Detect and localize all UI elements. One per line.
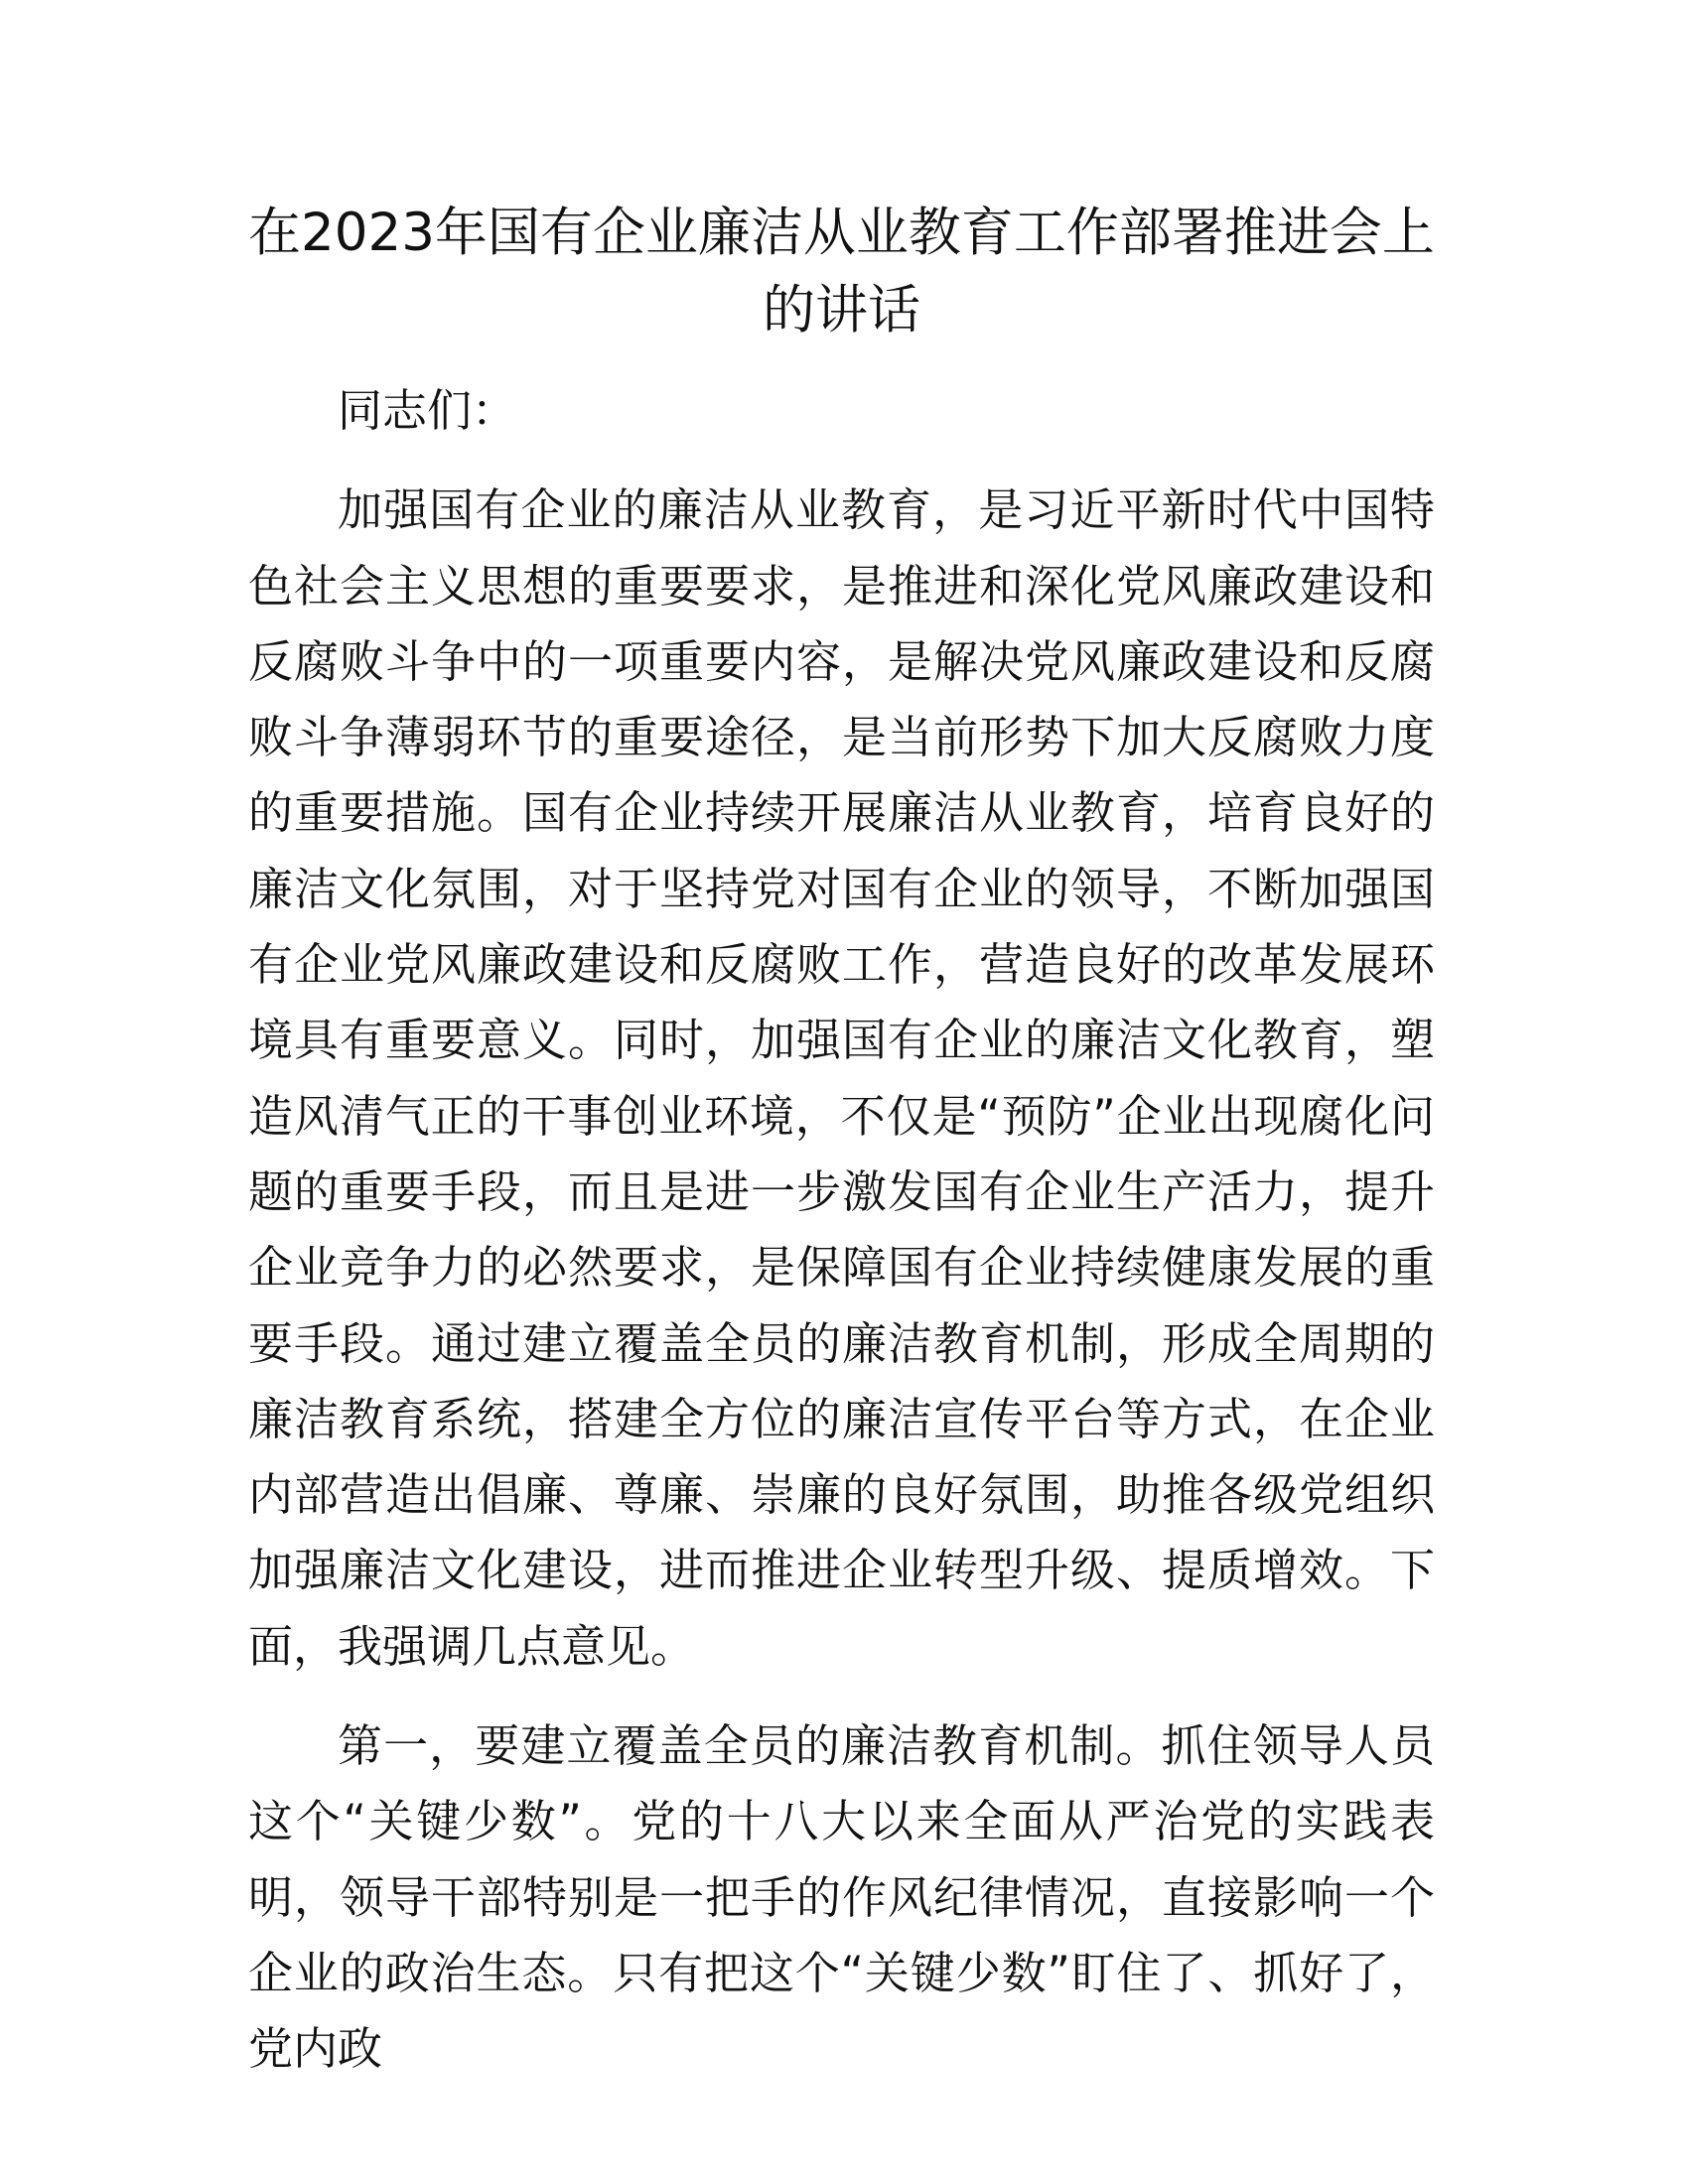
document-content (248, 195, 1435, 2112)
salutation: 同志们： (338, 384, 517, 437)
body-paragraph-intro: 加强国有企业的廉洁从业教育，是习近平新时代中国特色社会主义思想的重要要求，是推进和深化党风廉政建设和反腐败斗争中的一项重要内容，是解决党风廉政建设和反腐败斗争薄弱环节的重要途径，是当前形势下加大反腐败力度的重要措施。国有企业持续开展廉洁从业教育，培育良好的廉洁文化氛围，对于坚持党对国有企业的领导，不断加强国有企业党风廉政建设和反腐败工作，营造良好的改革发展环境具有重要意义。同时，加强国有企业的廉洁文化教育，塑造风清气正的干事创业环境，不仅是“预防”企业出现腐化问题的重要手段，而且是进一步激发国有企业生产活力，提升企业竞争力的必然要求，是保障国有企业持续健康发展的重要手段。通过建立覆盖全员的廉洁教育机制，形成全周期的廉洁教育系统，搭建全方位的廉洁宣传平台等方式，在企业内部营造出倡廉、尊廉、崇廉的良好氛围，助推各级党组织加强廉洁文化建设，进而推进企业转型升级、提质增效。下面，我强调几点意见。 (248, 483, 1435, 1673)
body-paragraph-first-point: 第一，要建立覆盖全员的廉洁教育机制。抓住领导人员这个“关键少数”。党的十八大以来全面从严治党的实践表明，领导干部特别是一把手的作风纪律情况，直接影响一个企业的政治生态。只有把这个“关键少数”盯住了、抓好了，党内政 (248, 1719, 1435, 2076)
document-title: 在2023年国有企业廉洁从业教育工作部署推进会上的讲话 (248, 203, 1435, 341)
